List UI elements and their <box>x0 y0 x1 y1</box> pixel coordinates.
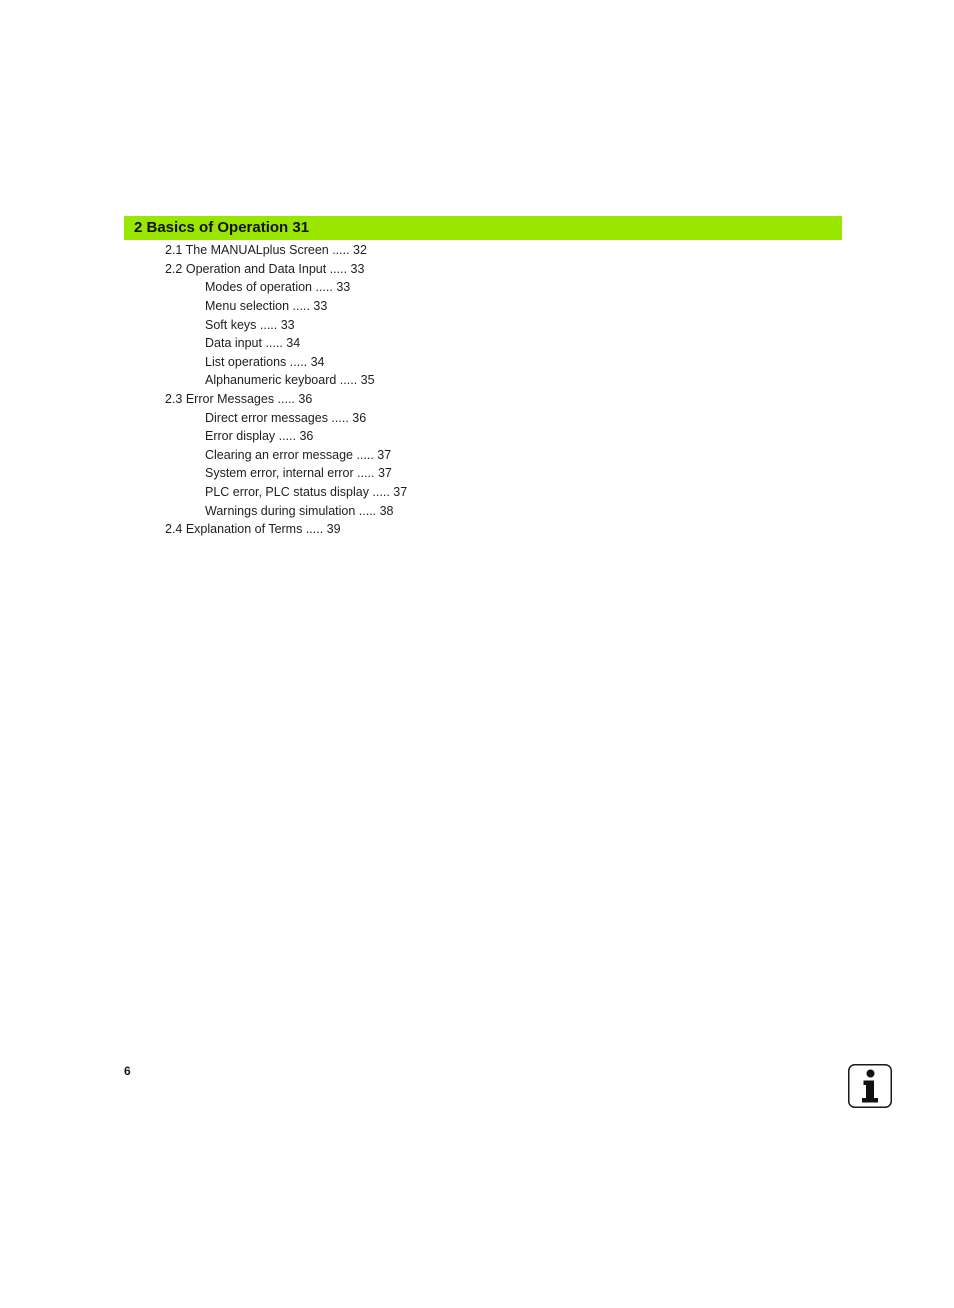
toc-entry[interactable]: 2.3 Error Messages ..... 36 <box>165 392 313 406</box>
toc-entry[interactable]: System error, internal error ..... 37 <box>205 466 392 480</box>
toc-entry[interactable]: Soft keys ..... 33 <box>205 318 295 332</box>
toc-entry[interactable]: Error display ..... 36 <box>205 429 314 443</box>
toc-entry[interactable]: 2.1 The MANUALplus Screen ..... 32 <box>165 243 367 257</box>
toc-entry[interactable]: Modes of operation ..... 33 <box>205 280 351 294</box>
chapter-title: 2 Basics of Operation 31 <box>134 219 310 236</box>
toc-entry[interactable]: PLC error, PLC status display ..... 37 <box>205 485 408 499</box>
toc-entry[interactable]: Clearing an error message ..... 37 <box>205 448 392 462</box>
info-icon <box>848 1064 892 1108</box>
toc-entry[interactable]: Menu selection ..... 33 <box>205 299 328 313</box>
toc-entry[interactable]: Warnings during simulation ..... 38 <box>205 504 394 518</box>
toc-entry[interactable]: Alphanumeric keyboard ..... 35 <box>205 373 375 387</box>
toc-entry[interactable]: Data input ..... 34 <box>205 336 301 350</box>
toc-entry[interactable]: 2.4 Explanation of Terms ..... 39 <box>165 522 341 536</box>
toc-entry[interactable]: 2.2 Operation and Data Input ..... 33 <box>165 262 365 276</box>
toc-entry[interactable]: List operations ..... 34 <box>205 355 325 369</box>
toc-entry[interactable]: Direct error messages ..... 36 <box>205 411 367 425</box>
page-number: 6 <box>124 1064 131 1078</box>
